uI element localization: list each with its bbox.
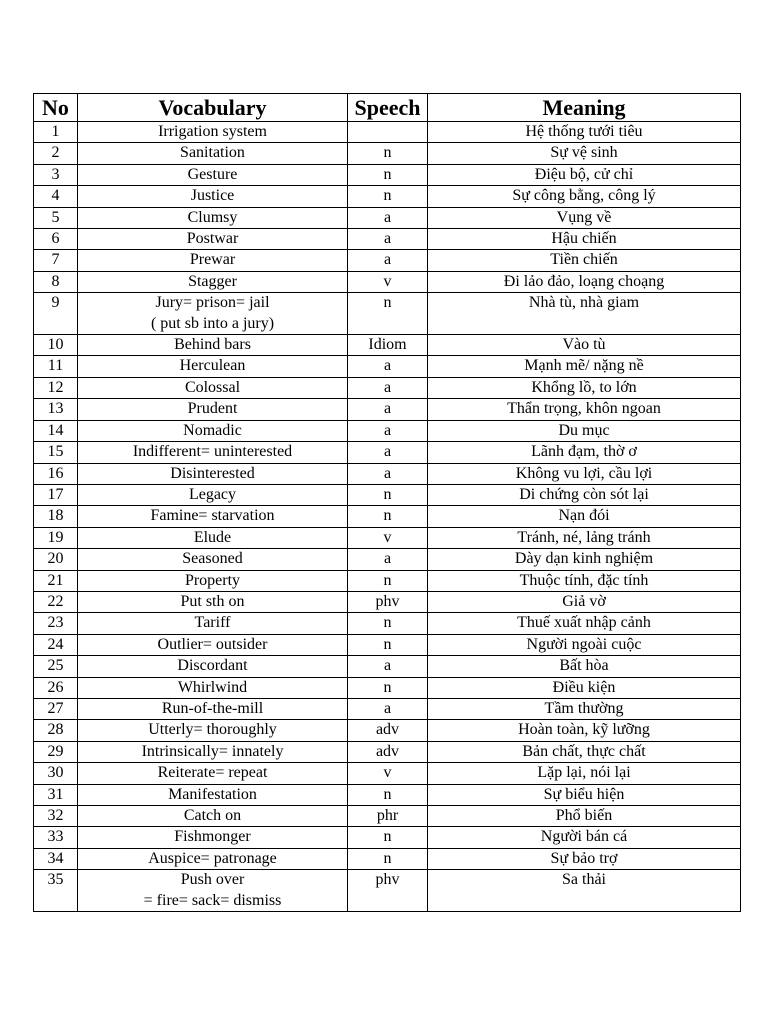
- meaning-cell: Sự vệ sinh: [428, 143, 741, 164]
- vocabulary-cell: [78, 506, 348, 527]
- vocabulary-cell: [78, 164, 348, 185]
- row-number: 24: [34, 634, 78, 655]
- vocabulary-text: Colossal: [184, 378, 241, 396]
- meaning-cell: Hệ thống tưới tiêu: [428, 122, 741, 143]
- vocabulary-text: Push over: [180, 871, 245, 889]
- row-number: 26: [34, 677, 78, 698]
- table-row: [34, 143, 741, 164]
- header-speech: Speech: [348, 94, 428, 122]
- meaning-cell: Nạn đói: [428, 506, 741, 527]
- header-meaning: Meaning: [428, 94, 741, 122]
- speech-cell: a: [348, 250, 428, 271]
- vocabulary-text: ( put sb into a jury): [150, 314, 275, 332]
- row-number: 17: [34, 484, 78, 505]
- vocabulary-cell: [78, 613, 348, 634]
- vocabulary-text: Herculean: [179, 357, 246, 375]
- table-row: [34, 806, 741, 827]
- vocabulary-cell: [78, 229, 348, 250]
- vocabulary-text: Postwar: [186, 230, 239, 248]
- meaning-cell: Giả vờ: [428, 591, 741, 612]
- vocabulary-cell: [78, 870, 348, 912]
- speech-cell: n: [348, 784, 428, 805]
- row-number: 19: [34, 527, 78, 548]
- speech-cell: Idiom: [348, 335, 428, 356]
- table-row: [34, 207, 741, 228]
- vocabulary-text: Outlier= outsider: [157, 635, 268, 653]
- table-row: [34, 420, 741, 441]
- meaning-cell: Sự bảo trợ: [428, 848, 741, 869]
- speech-cell: n: [348, 570, 428, 591]
- row-number: 32: [34, 806, 78, 827]
- vocabulary-cell: [78, 399, 348, 420]
- meaning-cell: Dày dạn kinh nghiệm: [428, 549, 741, 570]
- vocabulary-cell: [78, 356, 348, 377]
- speech-cell: adv: [348, 741, 428, 762]
- speech-cell: a: [348, 207, 428, 228]
- vocabulary-text: Irrigation system: [158, 123, 267, 140]
- row-number: 16: [34, 463, 78, 484]
- vocabulary-text: Tariff: [194, 614, 231, 632]
- meaning-cell: Đi lảo đảo, loạng choạng: [428, 271, 741, 292]
- row-number: 5: [34, 207, 78, 228]
- vocabulary-cell: [78, 377, 348, 398]
- table-row: [34, 720, 741, 741]
- vocabulary-text: Indifferent= uninterested: [132, 443, 293, 461]
- vocabulary-cell: [78, 335, 348, 356]
- speech-cell: a: [348, 420, 428, 441]
- table-row: [34, 356, 741, 377]
- table-row: [34, 527, 741, 548]
- row-number: 1: [34, 122, 78, 143]
- meaning-cell: Thuế xuất nhập cảnh: [428, 613, 741, 634]
- vocabulary-text: Sanitation: [180, 144, 245, 162]
- speech-cell: adv: [348, 720, 428, 741]
- vocabulary-cell: [78, 420, 348, 441]
- vocabulary-cell: [78, 484, 348, 505]
- table-row: [34, 442, 741, 463]
- vocabulary-cell: [78, 442, 348, 463]
- table-row: [34, 549, 741, 570]
- speech-cell: phv: [348, 870, 428, 912]
- vocabulary-text: Elude: [193, 528, 232, 546]
- row-number: 18: [34, 506, 78, 527]
- vocabulary-cell: [78, 720, 348, 741]
- speech-cell: a: [348, 377, 428, 398]
- meaning-cell: Nhà tù, nhà giam: [428, 293, 741, 335]
- row-number: 28: [34, 720, 78, 741]
- vocabulary-cell: [78, 784, 348, 805]
- vocabulary-cell: [78, 848, 348, 869]
- row-number: 20: [34, 549, 78, 570]
- speech-cell: v: [348, 527, 428, 548]
- row-number: 9: [34, 293, 78, 335]
- vocabulary-cell: [78, 527, 348, 548]
- vocabulary-cell: [78, 591, 348, 612]
- vocabulary-text: Prewar: [189, 251, 236, 269]
- row-number: 35: [34, 870, 78, 912]
- vocabulary-text: Seasoned: [182, 550, 243, 568]
- vocabulary-cell: [78, 570, 348, 591]
- speech-cell: n: [348, 484, 428, 505]
- table-row: [34, 698, 741, 719]
- speech-cell: n: [348, 848, 428, 869]
- row-number: 10: [34, 335, 78, 356]
- row-number: 14: [34, 420, 78, 441]
- row-number: 21: [34, 570, 78, 591]
- row-number: 23: [34, 613, 78, 634]
- vocabulary-text: Prudent: [187, 400, 238, 418]
- table-row: [34, 506, 741, 527]
- table-row: [34, 463, 741, 484]
- vocabulary-text: Nomadic: [183, 421, 242, 439]
- table-row: [34, 570, 741, 591]
- row-number: 29: [34, 741, 78, 762]
- speech-cell: n: [348, 186, 428, 207]
- vocabulary-cell: [78, 143, 348, 164]
- row-number: 34: [34, 848, 78, 869]
- table-row: [34, 763, 741, 784]
- vocabulary-text: Stagger: [188, 272, 237, 290]
- vocabulary-text: = fire= sack= dismiss: [143, 891, 282, 909]
- speech-cell: n: [348, 827, 428, 848]
- meaning-cell: Hậu chiến: [428, 229, 741, 250]
- vocabulary-text: Behind bars: [174, 336, 251, 354]
- table-row: [34, 229, 741, 250]
- vocabulary-cell: [78, 677, 348, 698]
- vocabulary-cell: [78, 122, 348, 143]
- table-row: [34, 250, 741, 271]
- vocabulary-cell: [78, 698, 348, 719]
- meaning-cell: Sự công bằng, công lý: [428, 186, 741, 207]
- speech-cell: [348, 122, 428, 143]
- row-number: 30: [34, 763, 78, 784]
- speech-cell: a: [348, 229, 428, 250]
- vocabulary-text: Auspice= patronage: [148, 849, 277, 867]
- table-row: [34, 271, 741, 292]
- vocabulary-cell: [78, 549, 348, 570]
- speech-cell: n: [348, 613, 428, 634]
- speech-cell: a: [348, 463, 428, 484]
- table-row: [34, 591, 741, 612]
- speech-cell: v: [348, 271, 428, 292]
- table-row: [34, 656, 741, 677]
- vocabulary-text: Fishmonger: [174, 828, 251, 846]
- header-vocabulary: Vocabulary: [78, 94, 348, 122]
- vocabulary-text: Discordant: [177, 657, 248, 675]
- vocabulary-text: Manifestation: [168, 785, 257, 803]
- table-row: [34, 634, 741, 655]
- meaning-cell: Bất hòa: [428, 656, 741, 677]
- table-row: [34, 784, 741, 805]
- vocabulary-cell: [78, 827, 348, 848]
- row-number: 3: [34, 164, 78, 185]
- speech-cell: a: [348, 549, 428, 570]
- row-number: 15: [34, 442, 78, 463]
- meaning-cell: Bản chất, thực chất: [428, 741, 741, 762]
- vocabulary-cell: [78, 293, 348, 335]
- meaning-cell: Lặp lại, nói lại: [428, 763, 741, 784]
- vocabulary-cell: [78, 207, 348, 228]
- vocabulary-text: Jury= prison= jail: [155, 294, 270, 312]
- speech-cell: phv: [348, 591, 428, 612]
- row-number: 6: [34, 229, 78, 250]
- table-row: [34, 377, 741, 398]
- vocabulary-text: Justice: [190, 187, 235, 205]
- vocabulary-cell: [78, 463, 348, 484]
- vocabulary-text: Legacy: [188, 485, 237, 503]
- table-row: [34, 399, 741, 420]
- meaning-cell: Hoàn toàn, kỹ lưỡng: [428, 720, 741, 741]
- vocabulary-text: Clumsy: [187, 208, 238, 226]
- meaning-cell: Sa thải: [428, 870, 741, 912]
- vocabulary-cell: [78, 656, 348, 677]
- vocabulary-cell: [78, 271, 348, 292]
- vocabulary-text: Disinterested: [170, 464, 255, 482]
- meaning-cell: Mạnh mẽ/ nặng nề: [428, 356, 741, 377]
- table-body: [34, 122, 741, 912]
- row-number: 7: [34, 250, 78, 271]
- vocabulary-table: [33, 93, 741, 912]
- meaning-cell: Điều kiện: [428, 677, 741, 698]
- vocabulary-text: Catch on: [183, 807, 242, 824]
- vocabulary-cell: [78, 741, 348, 762]
- vocabulary-text: Put sth on: [180, 592, 245, 610]
- meaning-cell: Điệu bộ, cử chỉ: [428, 164, 741, 185]
- speech-cell: n: [348, 506, 428, 527]
- meaning-cell: Thẩn trọng, khôn ngoan: [428, 399, 741, 420]
- vocabulary-text: Reiterate= repeat: [157, 764, 268, 782]
- speech-cell: phr: [348, 806, 428, 827]
- vocabulary-text: Intrinsically= innately: [141, 742, 284, 760]
- meaning-cell: Phổ biến: [428, 806, 741, 827]
- speech-cell: v: [348, 763, 428, 784]
- meaning-cell: Người ngoài cuộc: [428, 634, 741, 655]
- table-row: [34, 613, 741, 634]
- vocabulary-text: Gesture: [187, 165, 238, 183]
- vocabulary-cell: [78, 634, 348, 655]
- row-number: 25: [34, 656, 78, 677]
- table-row: [34, 164, 741, 185]
- row-number: 27: [34, 698, 78, 719]
- speech-cell: a: [348, 399, 428, 420]
- vocabulary-cell: [78, 806, 348, 827]
- meaning-cell: Người bán cá: [428, 827, 741, 848]
- table-header-row: [34, 94, 741, 122]
- table-row: [34, 484, 741, 505]
- row-number: 2: [34, 143, 78, 164]
- speech-cell: a: [348, 356, 428, 377]
- speech-cell: n: [348, 677, 428, 698]
- row-number: 11: [34, 356, 78, 377]
- speech-cell: n: [348, 164, 428, 185]
- speech-cell: a: [348, 442, 428, 463]
- row-number: 31: [34, 784, 78, 805]
- vocabulary-cell: [78, 186, 348, 207]
- table-row: [34, 335, 741, 356]
- table-row: [34, 848, 741, 869]
- meaning-cell: Di chứng còn sót lại: [428, 484, 741, 505]
- meaning-cell: Sự biểu hiện: [428, 784, 741, 805]
- speech-cell: a: [348, 698, 428, 719]
- table-row: [34, 122, 741, 143]
- vocabulary-text: Property: [184, 571, 241, 589]
- speech-cell: n: [348, 634, 428, 655]
- table-row: [34, 827, 741, 848]
- vocabulary-text: Famine= starvation: [150, 507, 275, 525]
- vocabulary-cell: [78, 763, 348, 784]
- header-no: No: [34, 94, 78, 122]
- table-row: [34, 741, 741, 762]
- meaning-cell: Tiền chiến: [428, 250, 741, 271]
- table-row: [34, 870, 741, 912]
- speech-cell: a: [348, 656, 428, 677]
- vocabulary-text: Whirlwind: [177, 678, 248, 696]
- table-row: [34, 186, 741, 207]
- row-number: 33: [34, 827, 78, 848]
- meaning-cell: Khổng lồ, to lớn: [428, 377, 741, 398]
- vocabulary-cell: [78, 250, 348, 271]
- table-row: [34, 293, 741, 335]
- meaning-cell: Tránh, né, lảng tránh: [428, 527, 741, 548]
- vocabulary-text: Run-of-the-mill: [161, 699, 264, 717]
- row-number: 13: [34, 399, 78, 420]
- meaning-cell: Không vu lợi, cầu lợi: [428, 463, 741, 484]
- speech-cell: n: [348, 143, 428, 164]
- meaning-cell: Tầm thường: [428, 698, 741, 719]
- vocabulary-text: Utterly= thoroughly: [148, 721, 277, 739]
- row-number: 12: [34, 377, 78, 398]
- row-number: 4: [34, 186, 78, 207]
- speech-cell: n: [348, 293, 428, 335]
- meaning-cell: Vụng về: [428, 207, 741, 228]
- meaning-cell: Vào tù: [428, 335, 741, 356]
- row-number: 22: [34, 591, 78, 612]
- meaning-cell: Thuộc tính, đặc tính: [428, 570, 741, 591]
- meaning-cell: Lãnh đạm, thờ ơ: [428, 442, 741, 463]
- table-row: [34, 677, 741, 698]
- row-number: 8: [34, 271, 78, 292]
- meaning-cell: Du mục: [428, 420, 741, 441]
